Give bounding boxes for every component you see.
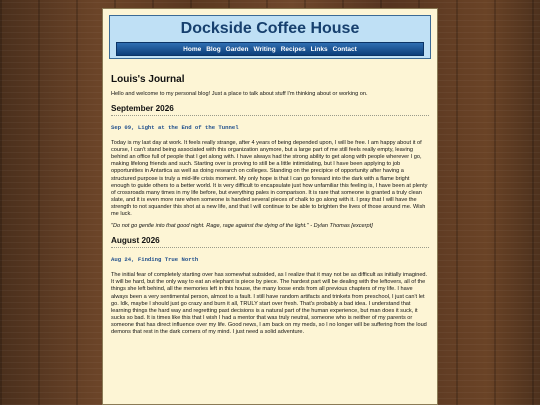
intro-text: Hello and welcome to my personal blog! Just a place to talk about stuff I'm thinking about or working on. xyxy=(111,91,368,97)
divider xyxy=(111,115,429,116)
nav-writing-link[interactable]: Writing xyxy=(253,45,276,53)
divider xyxy=(111,247,429,248)
nav-home-link[interactable]: Home xyxy=(183,45,202,53)
post-title-link[interactable]: Sep 09, Light at the End of the Tunnel xyxy=(111,124,239,132)
post-body: The initial fear of completely starting over has somewhat subsided, as I realize that it may not be as difficult as initially imagined. It will be hard, but the only way to eat an elephant is piece by piece. The hardest part will be dealing with the leftovers, all of the things she left behind, all the memories left in this house, the many loose ends from all previous chapters of my life. I have always been a very sentimental person, almost to a fault. I still have random artifacts and trinkets from preschool, I just can't let go. Idk, maybe I should just go crazy and burn it all, TRULY start over fresh. That's probably a bad idea. I understand that learning things the hard way and regretting past decisions is a natural part of the human experience, but man does it suck, it sucks so bad. It is times like this that I wish I had a mentor that was truly neutral, someone who is neither of my parents or someone that has direct influence over my life. Good news, I am back on my meds, so I no longer will be suffering from the loud demons that rest in the dark corners of my mind. I just need a solid adventure. xyxy=(111,272,428,335)
nav-blog-link[interactable]: Blog xyxy=(206,45,221,53)
nav-garden-link[interactable]: Garden xyxy=(225,45,249,53)
page-container xyxy=(102,8,438,405)
month-heading: August 2026 xyxy=(111,236,160,246)
post-title-link[interactable]: Aug 24, Finding True North xyxy=(111,256,199,264)
site-header xyxy=(109,15,431,59)
month-heading: September 2026 xyxy=(111,104,174,114)
nav-recipes-link[interactable]: Recipes xyxy=(280,45,306,53)
nav-links-link[interactable]: Links xyxy=(310,45,328,53)
post-quote: "Do not go gentle into that good night. Rage, rage against the dying of the light." - Dylan Thomas [excerpt] xyxy=(111,223,373,230)
main-content xyxy=(103,59,437,336)
post-body: Today is my last day at work. It feels really strange, after 4 years of being depended upon, I will be free. I am happy about it of course, I can't stand being associated with this organization anymore, but a large part of me still feels really empty, leaving behind an office full of people that I get along with. I have always had the strong ability to get along with people wherever I go, making lifelong friends and such. Starting over is proving to still be a little intimidating, but I have been applying to job opportunities in Antartica as well as doing research on colleges. Standing on the precipice of opportunity after having a structured purpose is truly a mid-life crisis moment. My only hope is that I can go forward into the dark with a flame bright enough to guide others to a better world. It is very difficult to encapsulate just how unfamiliar this feeling is, I have been at plenty of crossroads many times in my life before, but everything pales in comparison. It is rare that someone is granted a truly clean slate, and it is even more rare when someone is handed several pieces of chalk to go along with it. I pray that I will have the strength to not squander this shot at a new life, and that I will continue to be able to brighten the lives of those around me. Wish me luck. xyxy=(111,140,428,218)
nav-bar xyxy=(116,42,424,56)
nav-contact-link[interactable]: Contact xyxy=(332,45,357,53)
page-title: Louis's Journal xyxy=(111,74,185,85)
site-title: Dockside Coffee House xyxy=(180,20,360,37)
